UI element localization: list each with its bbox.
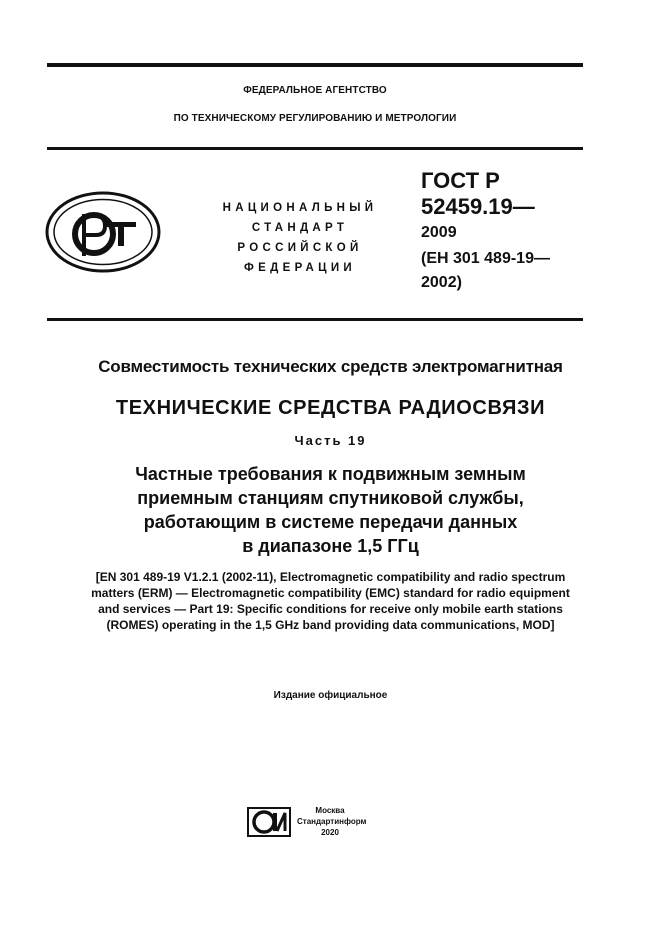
publisher-logo xyxy=(247,807,291,842)
english-reference xyxy=(40,569,621,633)
english-line: [EN 301 489-19 V1.2.1 (2002-11), Electromagnetic compatibility and radio spectrum xyxy=(95,570,566,584)
gost-line: 2009 xyxy=(421,224,457,241)
logo-text: РСТ xyxy=(103,272,105,273)
national-standard-block xyxy=(205,198,395,278)
gost-line: 2002) xyxy=(421,274,462,291)
document-title: Совместимость технических средств электромагнитная xyxy=(98,357,563,376)
edition-label: Издание официальное xyxy=(273,690,388,701)
national-line: ФЕДЕРАЦИИ xyxy=(244,262,356,274)
national-line: СТАНДАРТ xyxy=(251,222,349,234)
english-line: and services — Part 19: Specific conditions for receive only mobile earth stations xyxy=(98,602,563,616)
part-title-line: приемным станциям спутниковой службы, xyxy=(137,488,524,508)
gost-line: 52459.19— xyxy=(421,194,535,219)
agency-rule xyxy=(47,147,583,150)
document-subtitle: ТЕХНИЧЕСКИЕ СРЕДСТВА РАДИОСВЯЗИ xyxy=(115,397,546,419)
english-line: (ROMES) operating in the 1,5 GHz band providing data communications, MOD] xyxy=(106,618,555,632)
publisher-line: Москва xyxy=(315,806,345,815)
gost-line: ГОСТ Р xyxy=(421,168,500,193)
agency-line-1: ФЕДЕРАЛЬНОЕ АГЕНТСТВО xyxy=(243,85,387,96)
publisher-block xyxy=(297,805,367,838)
part-title-line: в диапазоне 1,5 ГГц xyxy=(242,536,419,556)
top-rule xyxy=(47,63,583,67)
publisher-line: 2020 xyxy=(321,828,339,837)
publisher-logo-text: СИ xyxy=(269,835,271,836)
english-line: matters (ERM) — Electromagnetic compatibility (EMC) standard for radio equipment xyxy=(91,586,570,600)
part-title xyxy=(20,462,641,558)
gost-line: (ЕН 301 489-19— xyxy=(421,250,550,267)
agency-line-2: ПО ТЕХНИЧЕСКОМУ РЕГУЛИРОВАНИЮ И МЕТРОЛОГИИ xyxy=(173,113,457,124)
national-line: РОССИЙСКОЙ xyxy=(237,242,363,254)
document-part: Часть 19 xyxy=(294,433,367,448)
publisher-line: Стандартинформ xyxy=(297,817,367,826)
part-title-line: Частные требования к подвижным земным xyxy=(135,464,526,484)
header-rule xyxy=(47,318,583,321)
part-title-line: работающим в системе передачи данных xyxy=(143,512,518,532)
gost-r-logo xyxy=(44,190,162,279)
standard-designation xyxy=(421,168,550,294)
national-line: НАЦИОНАЛЬНЫЙ xyxy=(222,202,378,214)
